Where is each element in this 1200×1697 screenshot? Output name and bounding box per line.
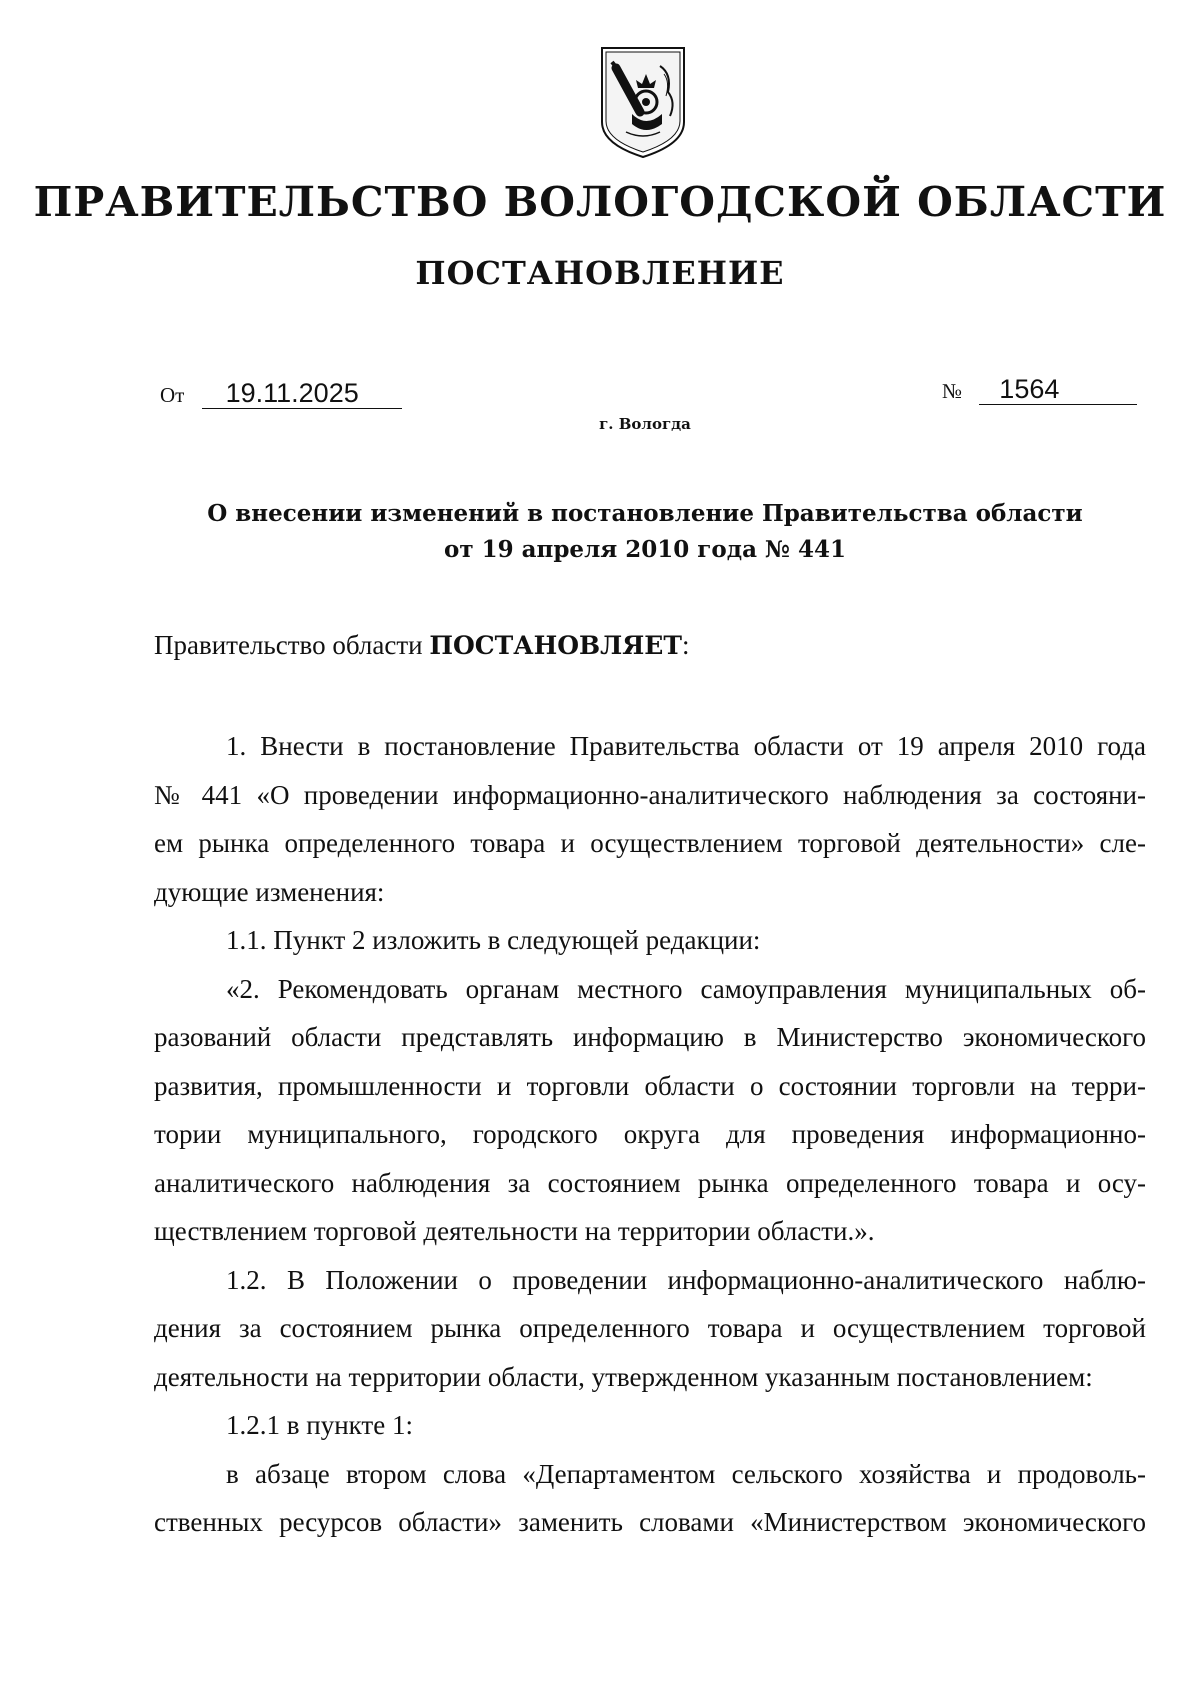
body-line: 1.1. Пункт 2 изложить в следующей редакции: bbox=[226, 925, 761, 955]
intro-suffix: : bbox=[681, 630, 690, 660]
date-value: 19.11.2025 bbox=[202, 378, 402, 409]
body-line: 1.2.1 в пункте 1: bbox=[226, 1410, 413, 1440]
date-field bbox=[160, 378, 402, 409]
intro-text: Правительство области bbox=[154, 630, 423, 660]
subject-line: от 19 апреля 2010 года № 441 bbox=[444, 536, 846, 563]
body-line: 1.2. В Положении о проведении информационно-аналитического наблю- bbox=[226, 1264, 1146, 1295]
body-line: аналитического наблюдения за состоянием рынка определенного товара и осу- bbox=[154, 1167, 1146, 1198]
body-line: ем рынка определенного товара и осуществлением торговой деятельности» сле- bbox=[154, 828, 1146, 858]
number-field bbox=[942, 374, 1137, 405]
body-line: дения за состоянием рынка определенного товара и осуществлением торговой bbox=[154, 1313, 1146, 1343]
number-value: 1564 bbox=[979, 374, 1137, 405]
intro-emphasis: ПОСТАНОВЛЯЕТ bbox=[429, 631, 682, 660]
document-body bbox=[154, 722, 1146, 1547]
body-line: 1. Внести в постановление Правительства области от 19 апреля 2010 года bbox=[226, 731, 1146, 761]
document-subject bbox=[100, 496, 1190, 568]
number-label: № bbox=[942, 379, 963, 403]
body-line: ственных ресурсов области» заменить словами «Министерством экономического bbox=[154, 1507, 1146, 1537]
body-line: развития, промышленности и торговли области о состоянии торговли на терри- bbox=[154, 1070, 1146, 1101]
body-line: дующие изменения: bbox=[154, 876, 385, 907]
government-title: ПРАВИТЕЛЬСТВО ВОЛОГОДСКОЙ ОБЛАСТИ bbox=[33, 178, 1167, 226]
body-line: в абзаце втором слова «Департаментом сельского хозяйства и продоволь- bbox=[226, 1458, 1146, 1489]
body-line: ществлением торговой деятельности на территории области.». bbox=[154, 1216, 875, 1246]
subject-line: О внесении изменений в постановление Правительства области bbox=[207, 500, 1083, 527]
body-line: деятельности на территории области, утвержденном указанным постановлением: bbox=[154, 1361, 1093, 1392]
body-line: разований области представлять информацию в Министерство экономического bbox=[154, 1022, 1146, 1052]
resolution-intro bbox=[154, 630, 689, 661]
document-kind-title: ПОСТАНОВЛЕНИЕ bbox=[415, 254, 785, 292]
body-line: № 441 «О проведении информационно-аналитического наблюдения за состояни- bbox=[154, 779, 1146, 810]
body-line: тории муниципального, городского округа для проведения информационно- bbox=[154, 1119, 1146, 1149]
coat-of-arms-icon bbox=[598, 44, 688, 160]
city-label: г. Вологда bbox=[599, 415, 691, 433]
date-label: От bbox=[160, 383, 185, 407]
body-line: «2. Рекомендовать органам местного самоуправления муниципальных об- bbox=[226, 973, 1146, 1004]
